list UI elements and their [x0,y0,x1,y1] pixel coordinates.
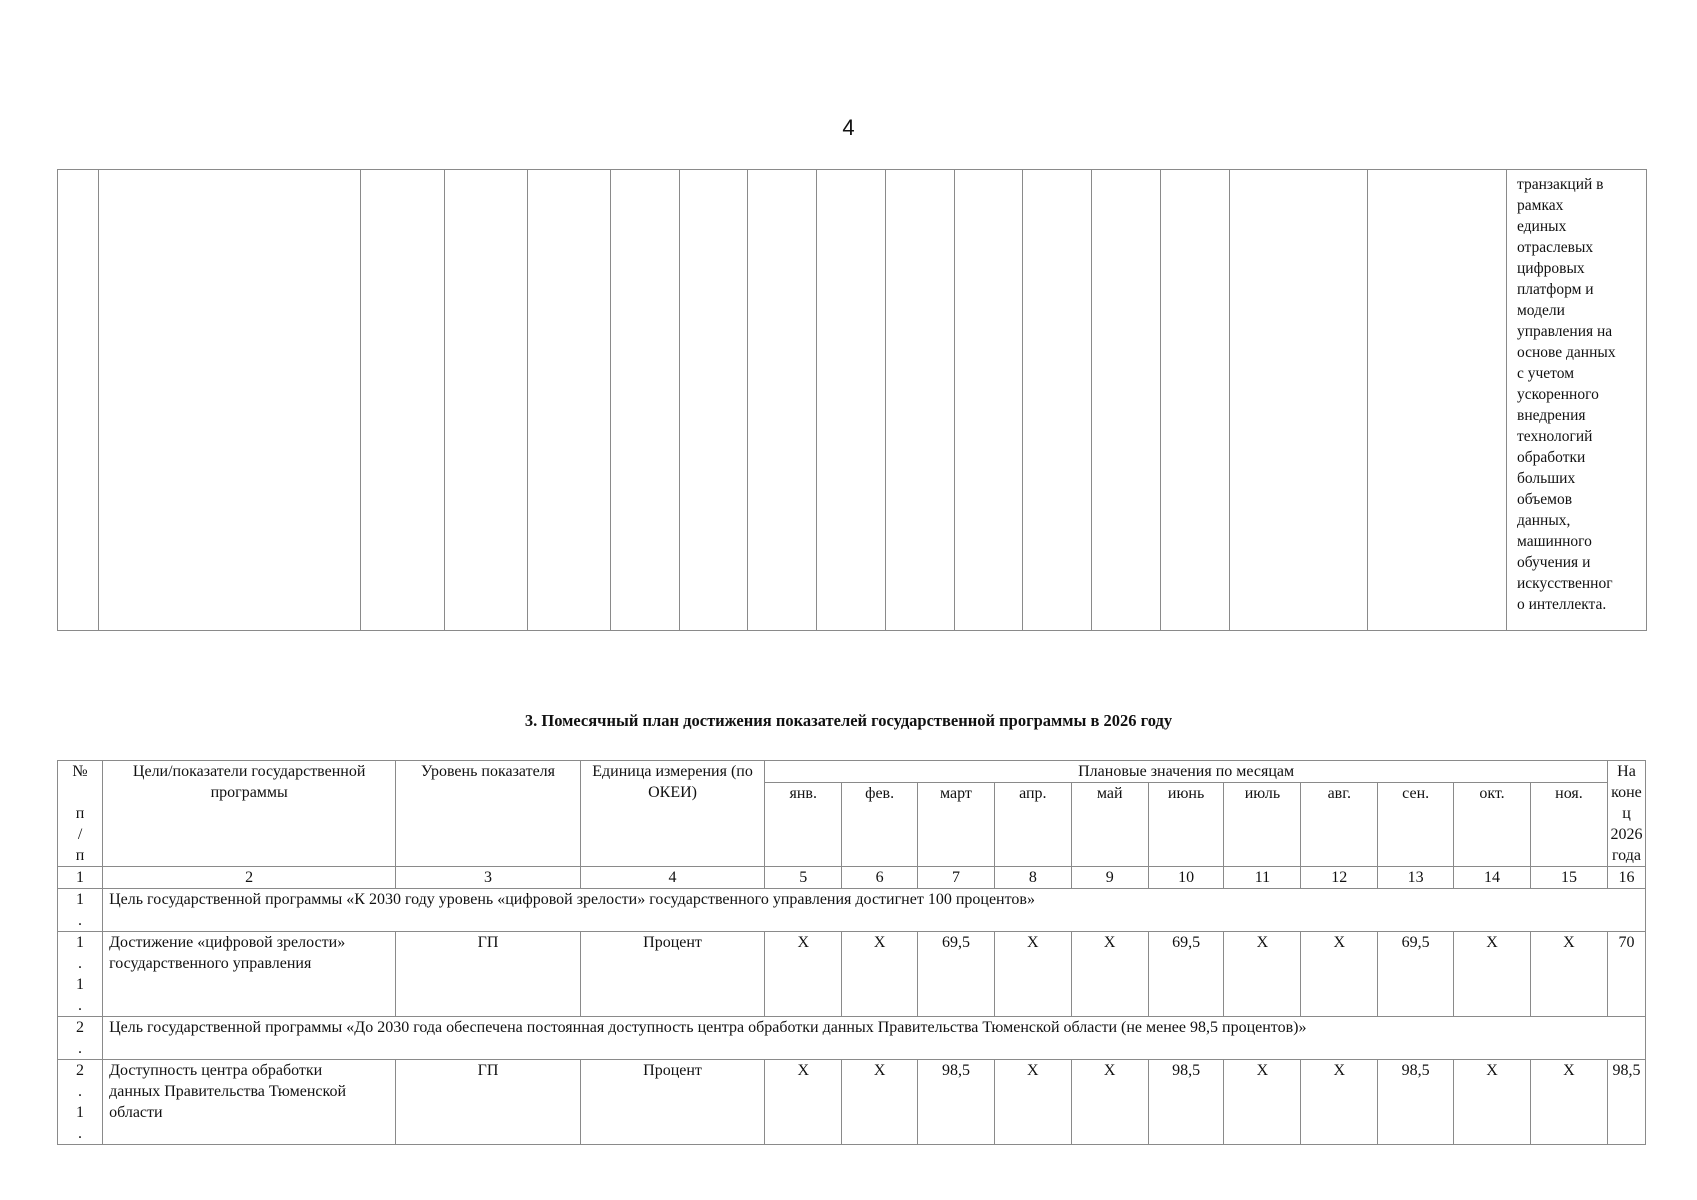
month-value: X [994,932,1071,1017]
line-text: модели [1517,302,1565,319]
empty-cell [1368,170,1507,631]
page-number: 4 [842,115,855,140]
empty-cell [955,170,1023,631]
month-header: сен. [1378,783,1454,867]
indicator-name: Доступность центра обработки данных Правительства Тюменской области [103,1060,396,1145]
month-value: X [1224,932,1301,1017]
line-text: На [1617,763,1636,780]
column-index: 15 [1530,867,1607,889]
goal-row [58,889,1646,932]
empty-cell [1230,170,1368,631]
month-value: X [1530,932,1607,1017]
empty-cell [528,170,611,631]
continuation-row [58,170,1647,631]
month-header: фев. [842,783,918,867]
month-value: 69,5 [1378,932,1454,1017]
end-of-year-value: 70 [1607,932,1645,1017]
header-planned: Плановые значения по месяцам [765,761,1608,783]
line-text: управления на [1517,323,1613,340]
line-text: внедрения [1517,407,1586,424]
row-number [58,889,103,932]
line-text: обработки [1517,449,1586,466]
month-value: 69,5 [1148,932,1224,1017]
column-index-row [58,867,1646,889]
empty-cell [1092,170,1161,631]
line-text: 2 [76,1019,85,1036]
line-text: технологий [1517,428,1593,445]
month-value: X [765,932,842,1017]
line-text: платформ и [1517,281,1594,298]
indicator-name: Достижение «цифровой зрелости» государственного управления [103,932,396,1017]
line-text: года [1612,847,1641,864]
header-end-of-year [1607,761,1645,867]
month-value: 98,5 [918,1060,995,1145]
line-text [58,782,102,803]
month-header: июнь [1148,783,1224,867]
empty-cell [817,170,886,631]
goal-row [58,1017,1646,1060]
month-header: авг. [1301,783,1378,867]
month-value: X [842,932,918,1017]
line-text: п [75,805,85,822]
line-text: рамках [1517,197,1564,214]
month-value: X [1454,932,1531,1017]
column-index: 13 [1378,867,1454,889]
row-number [58,932,103,1017]
column-index: 2 [103,867,396,889]
indicator-level: ГП [396,932,581,1017]
line-text: . [78,912,83,929]
header-goals: Цели/показатели государственной программы [103,761,396,867]
month-value: X [1071,1060,1148,1145]
empty-cell [611,170,680,631]
month-value: X [1530,1060,1607,1145]
goal-text: Цель государственной программы «До 2030 года обеспечена постоянная доступность центра обработки данных Правительства Тюменской области (не менее 98,5 процентов)» [103,1017,1646,1060]
line-text: . [78,997,83,1014]
line-text: ц [1622,805,1631,822]
line-text: . [78,955,83,972]
line-text: . [78,1040,83,1057]
monthly-plan-table [57,760,1646,1145]
month-value: X [765,1060,842,1145]
month-value: 98,5 [1378,1060,1454,1145]
empty-cell [680,170,748,631]
indicator-row [58,1060,1646,1145]
line-text: обучения и [1517,554,1591,571]
month-value: X [1301,932,1378,1017]
column-index: 1 [58,867,103,889]
empty-cell [445,170,528,631]
line-text: о интеллекта. [1517,596,1607,613]
line-text: . [78,1083,83,1100]
line-text: объемов [1517,491,1573,508]
indicator-unit: Процент [580,1060,765,1145]
line-text: 2 [76,1062,85,1079]
line-text: 1 [76,891,85,908]
indicator-row [58,932,1646,1017]
month-header: июль [1224,783,1301,867]
month-value: 98,5 [1148,1060,1224,1145]
month-header: май [1071,783,1148,867]
month-value: X [1071,932,1148,1017]
column-index: 4 [580,867,765,889]
empty-cell [58,170,99,631]
month-value: 69,5 [918,932,995,1017]
month-value: X [1454,1060,1531,1145]
column-index: 16 [1607,867,1645,889]
month-header: март [918,783,995,867]
line-text: 1 [76,1104,85,1121]
empty-cell [1023,170,1092,631]
column-index: 6 [842,867,918,889]
line-text: единых [1517,218,1567,235]
section-title: 3. Помесячный план достижения показателей государственной программы в 2026 году [524,711,1173,730]
continuation-table [57,169,1647,631]
line-text: основе данных [1517,344,1616,361]
line-text: 1 [76,934,85,951]
line-text: больших [1517,470,1576,487]
month-value: X [994,1060,1071,1145]
continuation-text [1507,170,1646,615]
indicator-unit: Процент [580,932,765,1017]
month-header: янв. [765,783,842,867]
column-index: 3 [396,867,581,889]
line-text: данных, [1517,512,1571,529]
month-value: X [1224,1060,1301,1145]
line-text: 2026 [1610,826,1643,843]
month-header: апр. [994,783,1071,867]
empty-cell [99,170,361,631]
empty-cell [1161,170,1230,631]
line-text: п [75,847,85,864]
line-text: искусственног [1517,575,1613,592]
column-index: 12 [1301,867,1378,889]
month-value: X [842,1060,918,1145]
continuation-text-cell [1507,170,1647,631]
line-text: с учетом [1517,365,1575,382]
month-header: ноя. [1530,783,1607,867]
empty-cell [361,170,445,631]
line-text: цифровых [1517,260,1585,277]
empty-cell [886,170,955,631]
empty-cell [748,170,817,631]
line-text: отраслевых [1517,239,1594,256]
month-value: X [1301,1060,1378,1145]
column-index: 11 [1224,867,1301,889]
column-index: 14 [1454,867,1531,889]
line-text: . [78,1125,83,1142]
line-text: транзакций в [1517,176,1604,193]
line-text: / [77,826,83,843]
header-unit: Единица измерения (по ОКЕИ) [580,761,765,867]
column-index: 9 [1071,867,1148,889]
column-index: 10 [1148,867,1224,889]
goal-text: Цель государственной программы «К 2030 году уровень «цифровой зрелости» государственного управления достигнет 100 процентов» [103,889,1646,932]
month-header: окт. [1454,783,1531,867]
row-number [58,1060,103,1145]
row-number [58,1017,103,1060]
column-index: 7 [918,867,995,889]
header-level: Уровень показателя [396,761,581,867]
line-text: ускоренного [1517,386,1599,403]
column-index: 5 [765,867,842,889]
line-text: коне [1611,784,1642,801]
indicator-level: ГП [396,1060,581,1145]
header-row [58,761,1646,783]
line-text: машинного [1517,533,1592,550]
line-text: 1 [76,976,85,993]
column-index: 8 [994,867,1071,889]
line-text: № [72,763,88,780]
end-of-year-value: 98,5 [1607,1060,1645,1145]
header-num [58,761,103,867]
